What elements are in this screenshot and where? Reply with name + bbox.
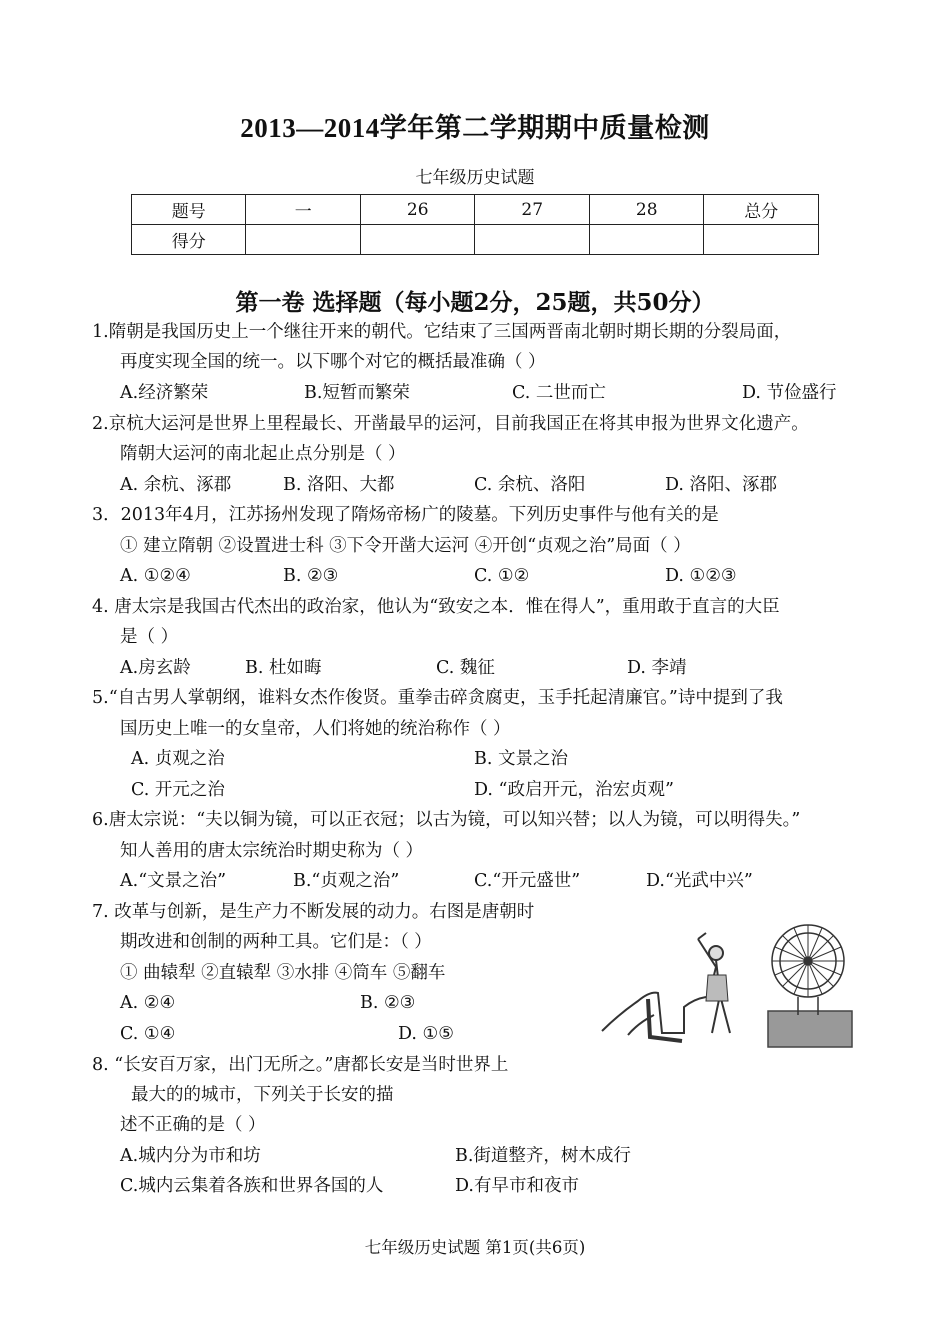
question-7-stem: 7. 改革与创新，是生产力不断发展的动力。右图是唐朝时 [92, 902, 535, 922]
question-6-option-b[interactable]: B.“贞观之治” [293, 871, 400, 891]
question-2-option-a[interactable]: A. 余杭、涿郡 [120, 475, 232, 495]
question-3-option-c[interactable]: C. ①② [474, 566, 530, 586]
question-5-stem: 5.“自古男人掌朝纲，谁料女杰作俊贤。重拳击碎贪腐吏，玉手托起清廉官。”诗中提到了我 [92, 688, 783, 708]
question-1-option-d[interactable]: D. 节俭盛行 [742, 383, 837, 403]
farmer-plough-icon [602, 933, 730, 1041]
question-8-stem: 最大的的城市，下列关于长安的描 [131, 1085, 394, 1105]
question-4-option-c[interactable]: C. 魏征 [436, 658, 495, 678]
question-5-option-b[interactable]: B. 文景之治 [474, 749, 568, 769]
question-6-option-d[interactable]: D.“光武中兴” [646, 871, 753, 891]
score-cell[interactable] [589, 225, 704, 255]
question-4-option-b[interactable]: B. 杜如晦 [245, 658, 322, 678]
waterwheel-icon [768, 925, 852, 1047]
score-table-header-row [132, 195, 819, 225]
question-8-stem: 8. “长安百万家，出门无所之。”唐都长安是当时世界上 [92, 1055, 509, 1075]
score-cell[interactable] [475, 225, 590, 255]
section-title: 第一卷 选择题（每小题2分，25题，共50分） [235, 289, 715, 316]
question-6-option-c[interactable]: C.“开元盛世” [474, 871, 581, 891]
score-table-score-row [132, 225, 819, 255]
question-6-stem: 知人善用的唐太宗统治时期史称为（ ） [120, 841, 424, 861]
score-table-header: 28 [589, 195, 704, 225]
question-7-stem: ① 曲辕犁 ②直辕犁 ③水排 ④筒车 ⑤翻车 [120, 963, 446, 983]
question-1-option-a[interactable]: A.经济繁荣 [120, 383, 209, 403]
question-5-option-d[interactable]: D. “政启开元，治宏贞观” [474, 780, 674, 800]
question-1-option-c[interactable]: C. 二世而亡 [512, 383, 606, 403]
score-cell[interactable] [704, 225, 819, 255]
question-8-option-a[interactable]: A.城内分为市和坊 [120, 1146, 261, 1166]
question-7-option-c[interactable]: C. ①④ [120, 1024, 176, 1044]
question-3-stem: 3．2013年4月，江苏扬州发现了隋炀帝杨广的陵墓。下列历史事件与他有关的是 [92, 505, 719, 525]
score-table-header: 26 [360, 195, 475, 225]
page-title: 2013—2014学年第二学期期中质量检测 [240, 113, 710, 143]
question-5-option-a[interactable]: A. 贞观之治 [131, 749, 225, 769]
question-3-stem: ① 建立隋朝 ②设置进士科 ③下令开凿大运河 ④开创“贞观之治”局面（ ） [120, 536, 691, 556]
question-1-stem: 再度实现全国的统一。以下哪个对它的概括最准确（ ） [120, 352, 546, 372]
page-footer: 七年级历史试题 第1页(共6页) [364, 1238, 586, 1257]
question-4-stem: 是（ ） [120, 627, 179, 647]
question-1-option-b[interactable]: B.短暂而繁荣 [304, 383, 410, 403]
question-7-option-a[interactable]: A. ②④ [120, 993, 176, 1013]
question-6-option-a[interactable]: A.“文景之治” [120, 871, 227, 891]
question-5-stem: 国历史上唯一的女皇帝，人们将她的统治称作（ ） [120, 719, 511, 739]
question-6-stem: 6.唐太宗说：“夫以铜为镜，可以正衣冠；以古为镜，可以知兴替；以人为镜，可以明得失。” [92, 810, 801, 830]
score-table-header: 27 [475, 195, 590, 225]
score-table-header: 题号 [132, 195, 246, 225]
question-4-stem: 4. 唐太宗是我国古代杰出的政治家，他认为“致安之本．惟在得人”，重用敢于直言的大臣 [92, 597, 780, 617]
question-8-option-d[interactable]: D.有早市和夜市 [455, 1176, 579, 1196]
score-table [131, 194, 819, 255]
question-2-stem: 隋朝大运河的南北起止点分别是（ ） [120, 444, 406, 464]
page-subtitle: 七年级历史试题 [415, 168, 535, 188]
score-row-label: 得分 [132, 225, 246, 255]
question-4-option-d[interactable]: D. 李靖 [627, 658, 687, 678]
question-3-option-b[interactable]: B. ②③ [283, 566, 339, 586]
tang-tools-illustration [598, 915, 854, 1050]
question-2-stem: 2.京杭大运河是世界上里程最长、开凿最早的运河，目前我国正在将其申报为世界文化遗产。 [92, 414, 809, 434]
question-7-stem: 期改进和创制的两种工具。它们是：（ ） [120, 932, 432, 952]
score-table-header: 总分 [704, 195, 819, 225]
question-1-stem: 1.隋朝是我国历史上一个继往开来的朝代。它结束了三国两晋南北朝时期长期的分裂局面， [92, 322, 792, 342]
question-2-option-c[interactable]: C. 余杭、洛阳 [474, 475, 586, 495]
question-2-option-b[interactable]: B. 洛阳、大都 [283, 475, 395, 495]
question-8-stem: 述不正确的是（ ） [120, 1115, 266, 1135]
question-7-option-d[interactable]: D. ①⑤ [398, 1024, 454, 1044]
score-cell[interactable] [246, 225, 360, 255]
question-8-option-c[interactable]: C.城内云集着各族和世界各国的人 [120, 1176, 384, 1196]
question-2-option-d[interactable]: D. 洛阳、涿郡 [665, 475, 778, 495]
question-8-option-b[interactable]: B.街道整齐，树木成行 [455, 1146, 631, 1166]
score-cell[interactable] [360, 225, 475, 255]
score-table-header: 一 [246, 195, 360, 225]
question-5-option-c[interactable]: C. 开元之治 [131, 780, 225, 800]
question-7-option-b[interactable]: B. ②③ [360, 993, 416, 1013]
question-4-option-a[interactable]: A.房玄龄 [120, 658, 191, 678]
question-3-option-a[interactable]: A. ①②④ [120, 566, 191, 586]
question-3-option-d[interactable]: D. ①②③ [665, 566, 737, 586]
